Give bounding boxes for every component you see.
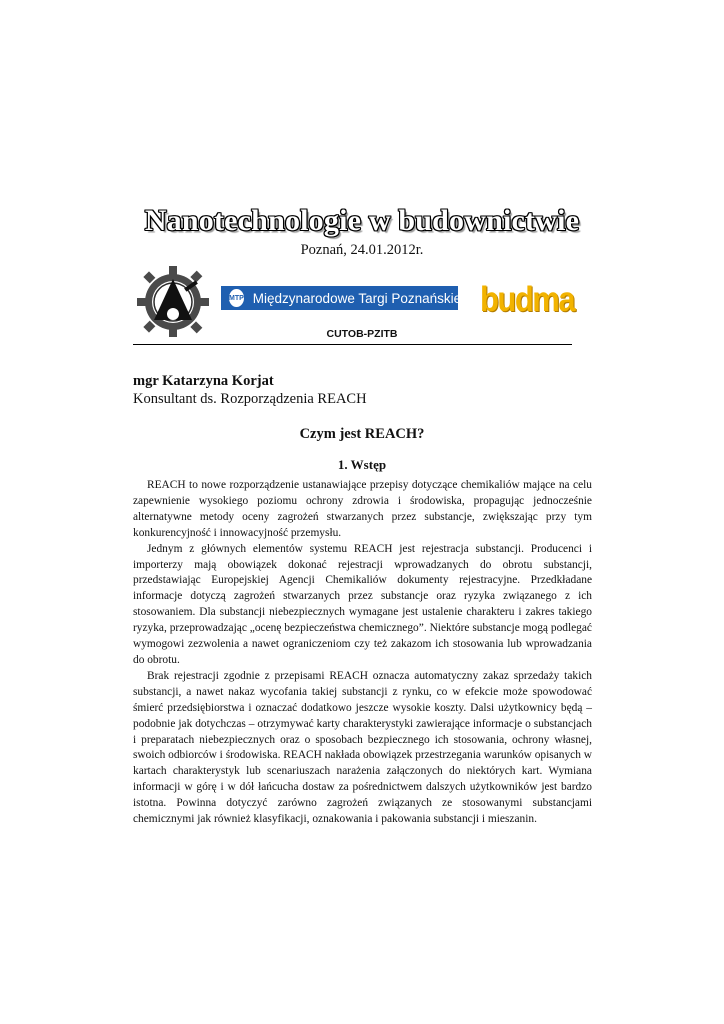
mtp-logo-icon: MTP: [229, 289, 244, 307]
pzitb-gear-logo: [136, 264, 210, 338]
document-title: Nanotechnologie w budownictwie: [144, 204, 580, 237]
section-heading-intro: 1. Wstęp: [337, 457, 387, 472]
author-name: mgr Katarzyna Korjat: [133, 373, 274, 389]
paragraph: Jednym z głównych elementów systemu REACH jest rejestracja substancji. Producenci i importerzy mają obowiązek dokonać rejestracji wprowadzanych do obrotu substancji, przedstawiając Europejskiej Agencji Chemikaliów dokumenty rejestracyjne. Przedkładane informacje dotyczą zagrożeń stwarzanych przez substancje oraz ryzyka związanego z ich stosowaniem. Dla substancji niebezpiecznych wymagane jest ustalenie charakteru i zakres takiego ryzyka, przeprowadzając „ocenę bezpieczeństwa chemicznego”. Niektóre substancje mogą podlegać wymogowi zezwolenia a nawet ograniczeniom czy też zakazom ich stosowania lub wprowadzania do obrotu.: [133, 542, 592, 666]
author-role: Konsultant ds. Rozporządzenia REACH: [133, 391, 367, 407]
budma-logo: budma: [480, 278, 575, 320]
header-divider: [133, 344, 572, 345]
section-heading-question: Czym jest REACH?: [299, 426, 425, 442]
body-text: [133, 478, 592, 828]
paragraph: REACH to nowe rozporządzenie ustanawiające przepisy dotyczące chemikaliów mające na celu zapewnienie wysokiego poziomu ochrony zdrowia i środowiska, propagując jednocześnie alternatywne metody oceny zagrożeń stwarzanych przez substancje, zwiększając przy tym konkurencyjność i innowacyjność przemysłu.: [133, 479, 592, 539]
org-label: CUTOB-PZITB: [326, 328, 398, 340]
document-date: Poznań, 24.01.2012r.: [300, 242, 424, 258]
mtp-banner: [221, 286, 462, 310]
mtp-banner-text: Międzynarodowe Targi Poznańskie: [252, 290, 462, 306]
paragraph: Brak rejestracji zgodnie z przepisami REACH oznacza automatyczny zakaz sprzedaży takich substancji, a nawet nakaz wycofania takiej substancji z rynku, co w efekcie może spowodować śmierć przedsiębiorstwa i oznaczać dodatkowo jeszcze wysokie koszty. Dalsi użytkownicy będą – podobnie jak dotychczas – otrzymywać karty charakterystyki zawierające informacje o substancjach i preparatach niebezpiecznych oraz o sposobach bezpiecznego ich stosowania, ochrony własnej, swoich odbiorców i środowiska. REACH nakłada obowiązek przestrzegania warunków opisanych w kartach charakterystyk lub scenariuszach narażenia załączonych do niektórych kart. Wymiana informacji w górę i w dół łańcucha dostaw za pośrednictwem dalszych użytkowników jest bardzo istotna. Powinna dotyczyć zarówno zagrożeń związanych ze stosowanymi substancjami chemicznymi jak również klasyfikacji, oznakowania i pakowania substancji i mieszanin.: [133, 669, 592, 826]
